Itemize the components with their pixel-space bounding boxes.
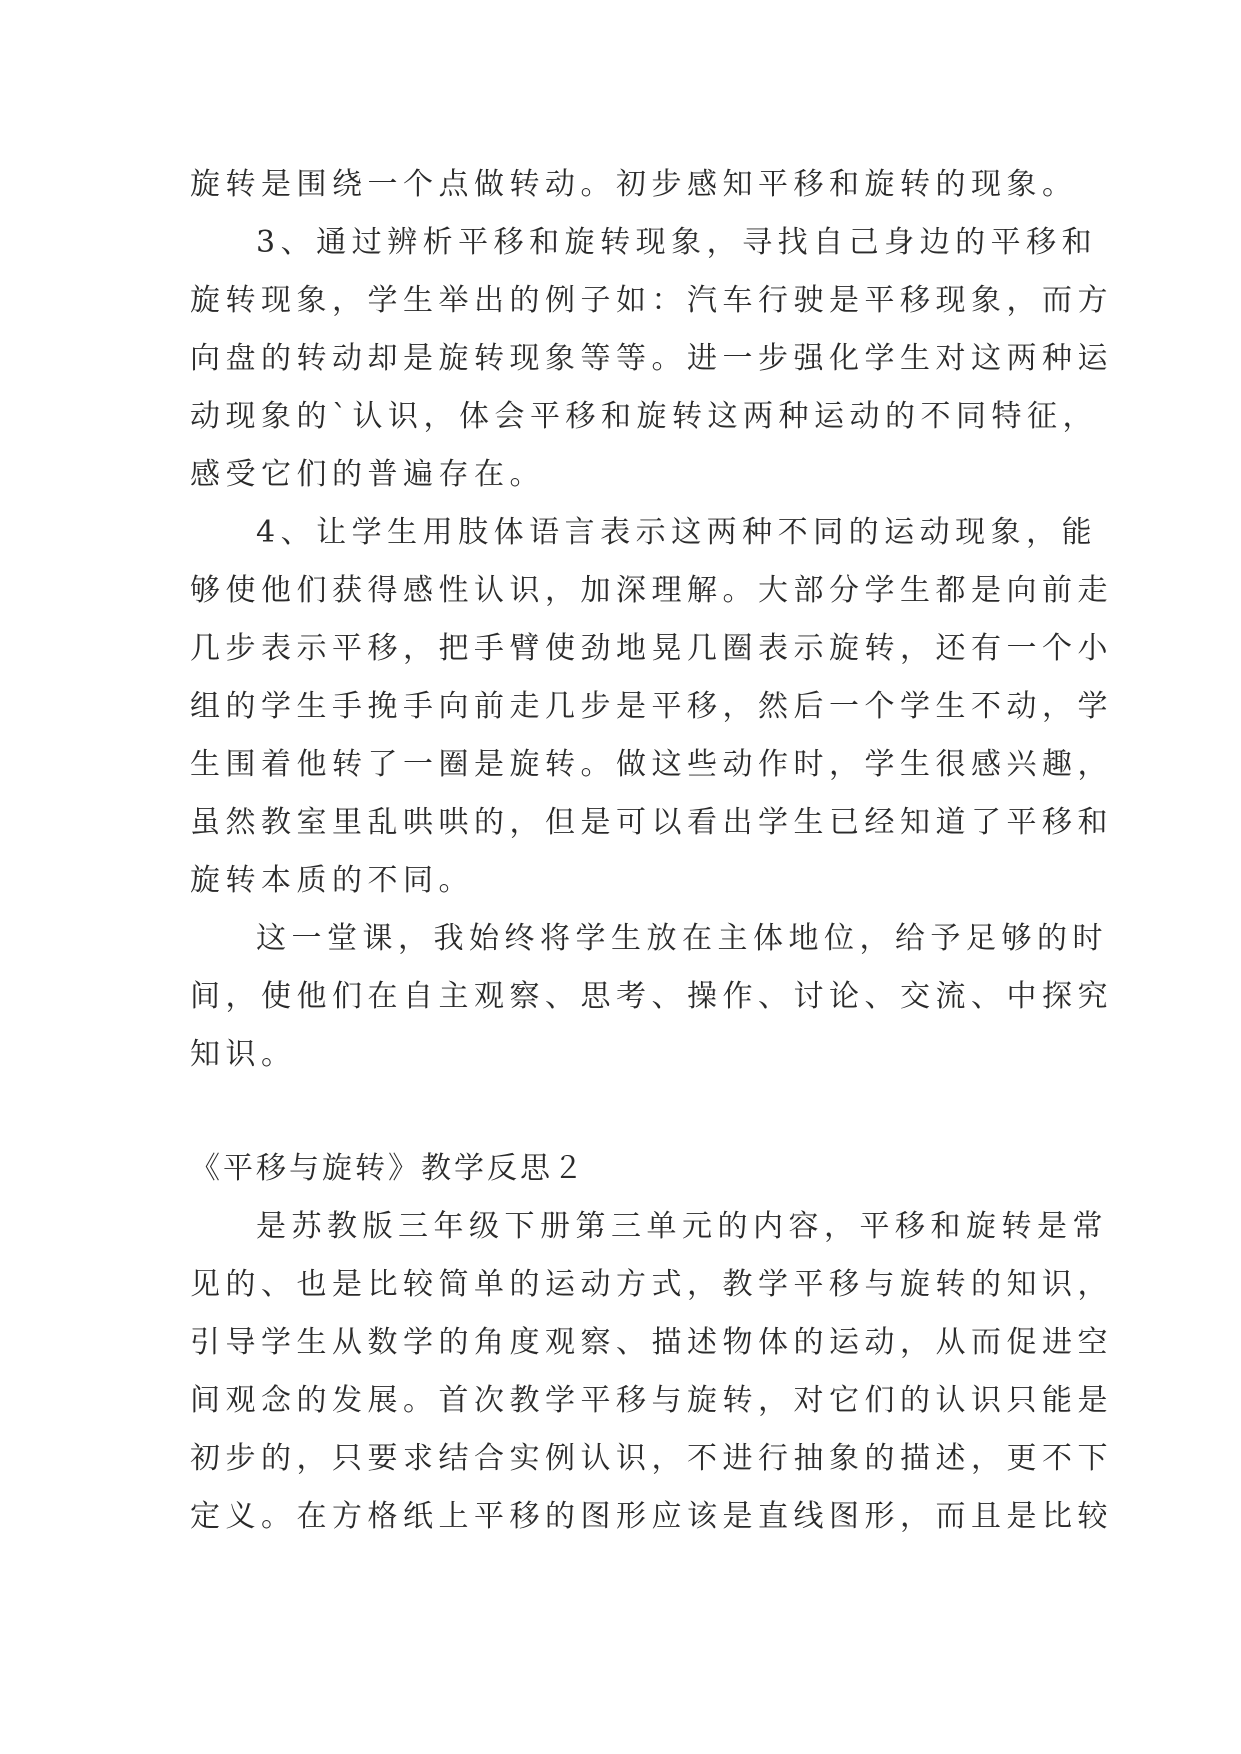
paragraph-line: 初步的，只要求结合实例认识，不进行抽象的描述，更不下: [190, 1441, 1113, 1476]
section-heading: 《平移与旋转》教学反思２: [190, 1151, 586, 1186]
paragraph-line: 间，使他们在自主观察、思考、操作、讨论、交流、中探究: [190, 979, 1113, 1014]
paragraph-line: 旋转是围绕一个点做转动。初步感知平移和旋转的现象。: [190, 167, 1078, 202]
paragraph-line: 3、通过辨析平移和旋转现象，寻找自己身边的平移和: [256, 225, 1098, 260]
paragraph-line: 旋转本质的不同。: [190, 863, 474, 898]
paragraph-line: 动现象的`认识，体会平移和旋转这两种运动的不同特征，: [190, 399, 1098, 434]
paragraph-line: 引导学生从数学的角度观察、描述物体的运动，从而促进空: [190, 1325, 1113, 1360]
paragraph-line: 生围着他转了一圈是旋转。做这些动作时，学生很感兴趣，: [190, 747, 1113, 782]
paragraph-line: 感受它们的普遍存在。: [190, 457, 545, 492]
paragraph-line: 定义。在方格纸上平移的图形应该是直线图形，而且是比较: [190, 1499, 1113, 1534]
paragraph-line: 这一堂课，我始终将学生放在主体地位，给予足够的时: [256, 921, 1108, 956]
paragraph-line: 组的学生手挽手向前走几步是平移，然后一个学生不动，学: [190, 689, 1113, 724]
paragraph-line: 4、让学生用肢体语言表示这两种不同的运动现象，能: [256, 515, 1098, 550]
paragraph-line: 见的、也是比较简单的运动方式，教学平移与旋转的知识，: [190, 1267, 1113, 1302]
paragraph-line: 几步表示平移，把手臂使劲地晃几圈表示旋转，还有一个小: [190, 631, 1113, 666]
paragraph-line: 向盘的转动却是旋转现象等等。进一步强化学生对这两种运: [190, 341, 1113, 376]
paragraph-line: 间观念的发展。首次教学平移与旋转，对它们的认识只能是: [190, 1383, 1113, 1418]
paragraph-line: 知识。: [190, 1037, 297, 1072]
paragraph-line: 是苏教版三年级下册第三单元的内容，平移和旋转是常: [256, 1209, 1108, 1244]
paragraph-line: 旋转现象，学生举出的例子如：汽车行驶是平移现象，而方: [190, 283, 1113, 318]
paragraph-line: 够使他们获得感性认识，加深理解。大部分学生都是向前走: [190, 573, 1113, 608]
paragraph-line: 虽然教室里乱哄哄的，但是可以看出学生已经知道了平移和: [190, 805, 1113, 840]
